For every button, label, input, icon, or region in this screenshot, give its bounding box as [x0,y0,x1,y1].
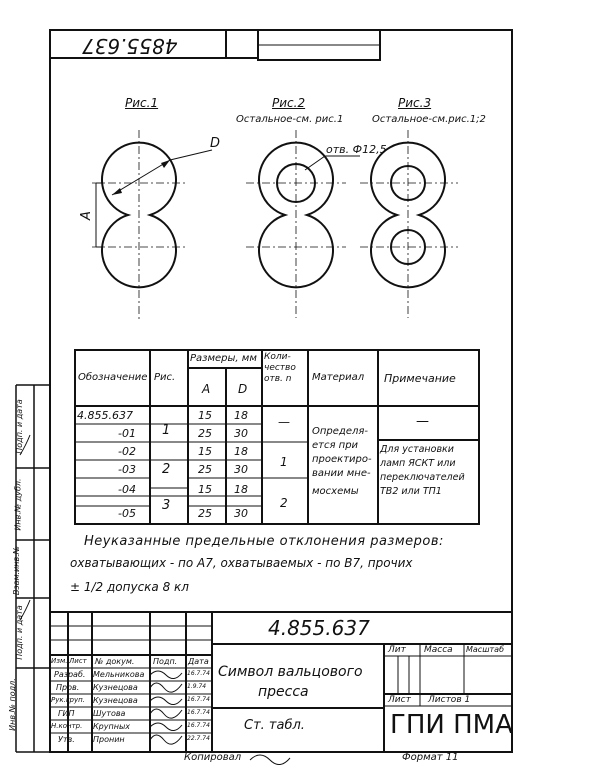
cell-fig: 2 [162,462,171,477]
tb-date: 16.7.74 [187,696,210,703]
figure-1-title: Рис.1 [125,96,159,110]
doc-number: 4.855.637 [268,616,370,640]
dim-arrow [112,188,122,195]
dim-label-a: A [78,211,94,220]
cell-note-dash: — [416,414,429,429]
cell-fig: 1 [162,423,171,438]
cell-note-line: ламп ЯСКТ или [380,458,456,469]
cell-d: 30 [234,463,248,476]
cell-a: 25 [198,463,212,476]
th-count: Коли-чество отв. n [264,352,296,384]
cell-d: 30 [234,427,248,440]
scale-label: Масштаб [466,645,505,654]
figure-2-title: Рис.2 [272,96,306,110]
cell-count: — [278,415,290,429]
tolerance-note-line: ± 1/2 допуска 8 кл [70,580,189,594]
tb-date: 22.7.74 [187,735,210,742]
figure-2-subtitle: Остальное-см. рис.1 [236,114,344,125]
sheet-label: Лист [388,695,411,705]
cell-designation: -03 [118,463,136,476]
tb-name: Кузнецова [93,696,138,705]
cell-designation: -04 [118,483,136,496]
cell-note-line: переключателей [380,472,465,483]
part-name-line: пресса [258,684,309,700]
tb-date: 1.9.74 [187,683,207,690]
tb-date: 16.7.74 [187,709,210,716]
cell-note-line: ТВ2 или ТП1 [380,486,442,497]
cell-material-line: ется при [312,440,359,451]
tb-name: Кузнецова [93,683,138,692]
mass-label: Масса [424,645,453,655]
cell-a: 25 [198,507,212,520]
cell-a: 15 [198,445,212,458]
th-a: A [202,382,211,396]
material-label: Ст. табл. [244,718,305,733]
side-label: Подп. и дата [14,399,24,454]
lit-label: Лит [388,645,406,655]
cell-material-line: проектиро- [312,454,372,465]
cell-d: 18 [234,445,248,458]
copied-label: Копировал [184,752,242,763]
tb-header: Дата [188,657,209,666]
cell-d: 18 [234,409,248,422]
tb-role: Пров. [56,683,80,692]
cell-a: 25 [198,427,212,440]
cell-d: 18 [234,483,248,496]
tolerance-note-line: охватывающих - по А7, охватываемых - по В7, прочих [70,556,413,570]
dim-label-d: D [210,136,221,151]
tb-role: Разраб. [54,670,86,679]
side-label: Инв.№ дубл. [13,478,23,531]
th-material: Материал [312,372,365,383]
cell-a: 15 [198,483,212,496]
th-fig: Рис. [154,372,176,383]
tb-name: Пронин [93,735,125,744]
cell-designation: -05 [118,507,136,520]
cell-a: 15 [198,409,212,422]
cell-designation: -01 [118,427,136,440]
cell-designation: 4.855.637 [77,409,133,422]
th-note: Примечание [384,372,456,385]
th-designation: Обозначение [78,372,148,383]
tb-role: Рук.груп. [51,696,85,704]
stamp-number-mirrored: 4855.637 [82,34,178,58]
tb-role: ГИП [58,709,75,718]
tb-date: 16.7.74 [187,722,210,729]
format-label: Формат 11 [402,752,459,763]
tb-name: Крупных [93,722,131,731]
cell-count: 2 [280,496,288,510]
dim-label-hole: отв. Ф12,5 [326,143,387,156]
tb-header: Подп. [153,657,178,666]
cell-note-line: Для установки [380,444,454,455]
tb-role: Н.контр. [51,722,83,730]
side-label: Инв.№ подл. [7,678,17,731]
cell-count: 1 [280,455,288,469]
tb-date: 16.7.74 [187,670,210,677]
tb-header: Изм. [51,657,68,665]
dim-arrow [161,160,170,168]
tolerance-note-line: Неуказанные предельные отклонения размеров: [84,534,444,549]
cell-material-line: мосхемы [312,486,359,497]
tb-header: № докум. [95,657,135,666]
figure-3-subtitle: Остальное-см.рис.1;2 [372,114,486,125]
cell-material-line: вании мне- [312,468,371,479]
side-label: Взам.инв.№ [12,545,22,596]
cell-d: 30 [234,507,248,520]
cell-designation: -02 [118,445,136,458]
organization: ГПИ ПМА [390,710,513,740]
tb-name: Шутова [93,709,126,718]
cell-material-line: Определя- [312,426,368,437]
tb-header: Лист [69,657,87,665]
side-label: Подп. и дата [14,605,24,660]
th-sizes: Размеры, мм [190,353,257,364]
part-name-line: Символ вальцового [218,664,363,680]
tb-name: Мельникова [93,670,145,679]
figure-3-title: Рис.3 [398,96,432,110]
cell-fig: 3 [162,498,171,513]
tb-role: Утв. [58,735,75,744]
th-d: D [238,382,248,396]
sheets-label: Листов 1 [428,695,471,705]
